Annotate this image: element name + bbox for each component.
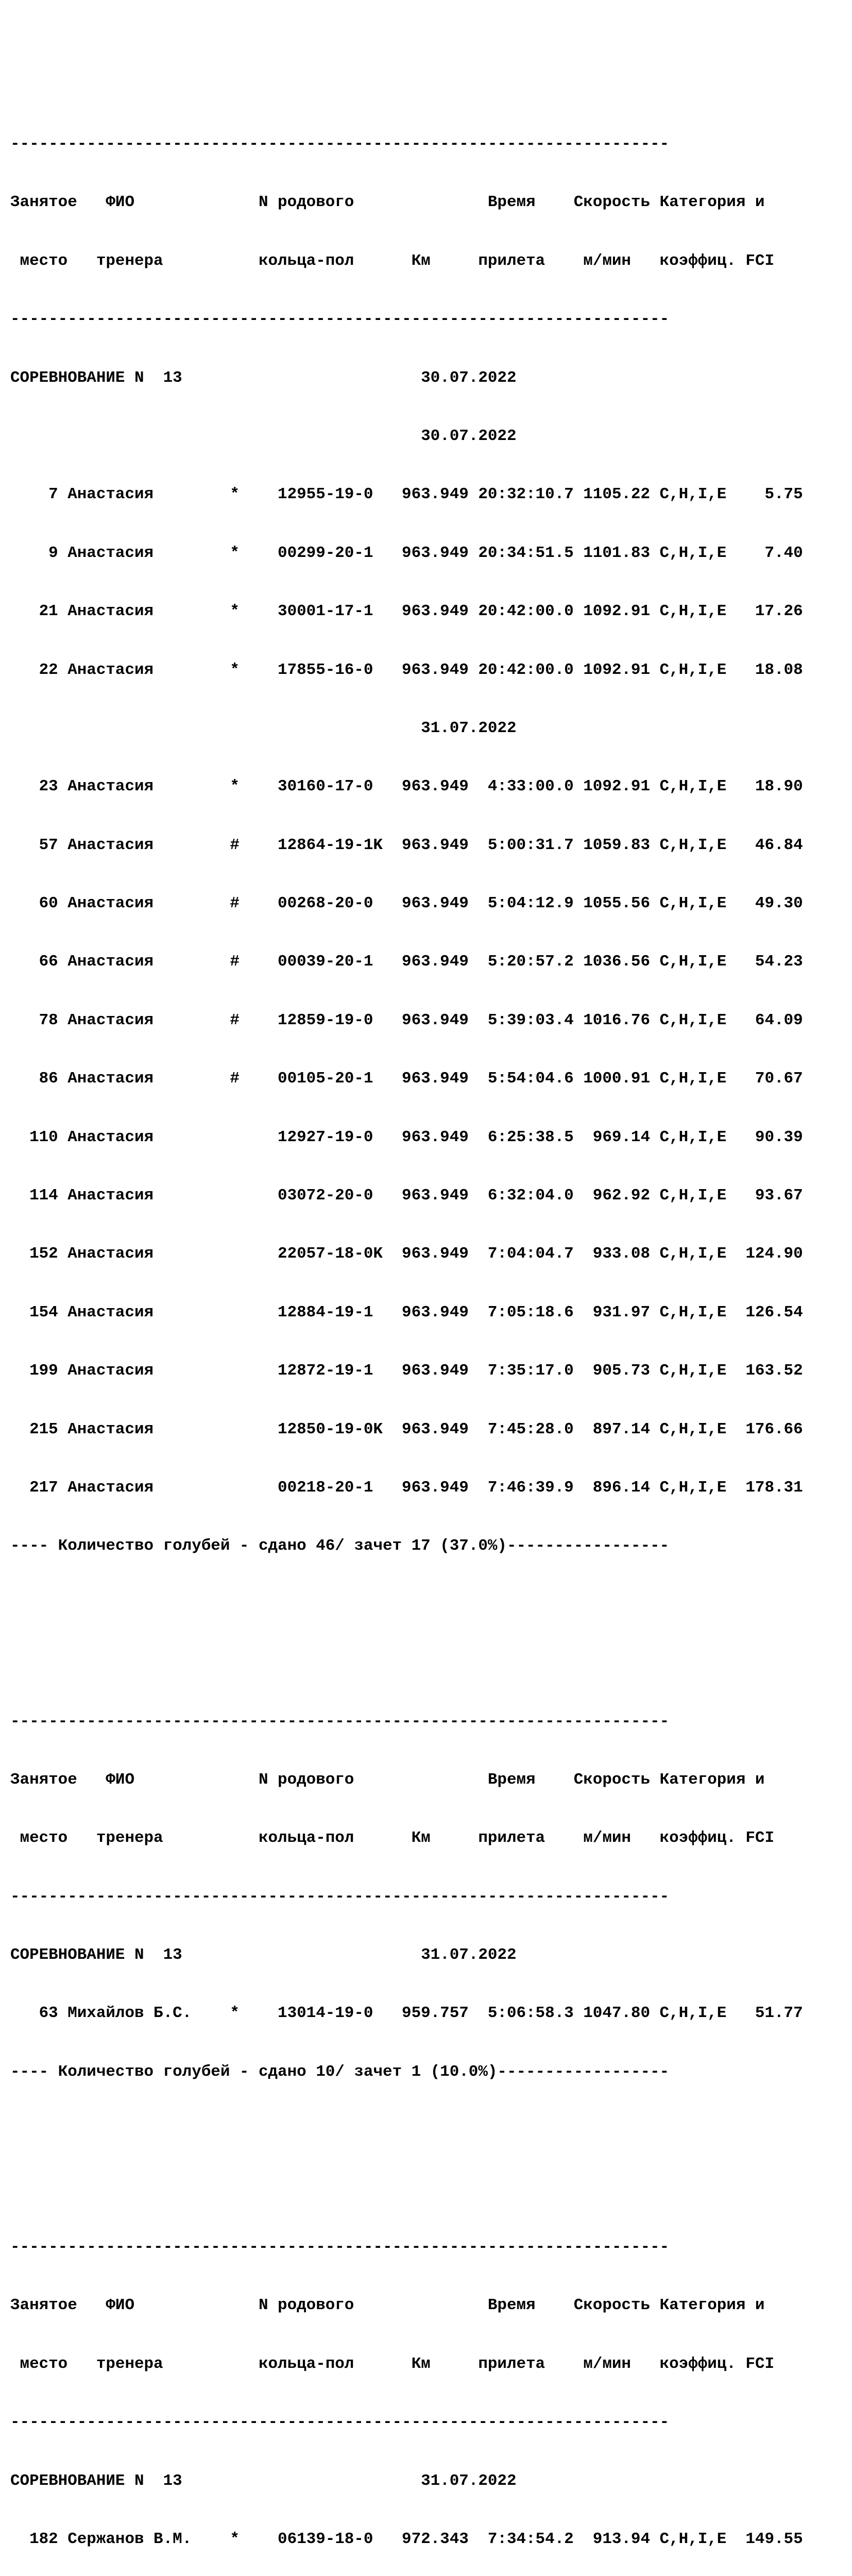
- result-row: 66 Анастасия # 00039-20-1 963.949 5:20:57.2 1036.56 C,H,I,E 54.23: [10, 953, 803, 971]
- competition-title: СОРЕВНОВАНИЕ N 13 31.07.2022: [10, 1946, 517, 1964]
- result-row: 63 Михайлов Б.С. * 13014-19-0 959.757 5:06:58.3 1047.80 C,H,I,E 51.77: [10, 2004, 803, 2023]
- result-row: 110 Анастасия 12927-19-0 963.949 6:25:38.5 969.14 C,H,I,E 90.39: [10, 1128, 803, 1146]
- column-header: место тренера кольца-пол Км прилета м/мин коэффиц. FCI: [10, 2354, 774, 2373]
- header-rule: ---------------------------------------------------------------------: [10, 310, 670, 329]
- result-row: 78 Анастасия # 12859-19-0 963.949 5:39:03.4 1016.76 C,H,I,E 64.09: [10, 1011, 803, 1029]
- header-rule: ---------------------------------------------------------------------: [10, 2413, 670, 2432]
- result-row: 215 Анастасия 12850-19-0K 963.949 7:45:28.0 897.14 C,H,I,E 176.66: [10, 1420, 803, 1438]
- header-rule: ---------------------------------------------------------------------: [10, 1712, 670, 1731]
- result-row: 60 Анастасия # 00268-20-0 963.949 5:04:12.9 1055.56 C,H,I,E 49.30: [10, 894, 803, 913]
- result-row: 9 Анастасия * 00299-20-1 963.949 20:34:51.5 1101.83 C,H,I,E 7.40: [10, 544, 803, 562]
- result-row: 23 Анастасия * 30160-17-0 963.949 4:33:00.0 1092.91 C,H,I,E 18.90: [10, 777, 803, 796]
- column-header: Занятое ФИО N родового Время Скорость Категория и: [10, 2296, 765, 2315]
- result-row: 152 Анастасия 22057-18-0K 963.949 7:04:04.7 933.08 C,H,I,E 124.90: [10, 1245, 803, 1263]
- result-row: 199 Анастасия 12872-19-1 963.949 7:35:17.0 905.73 C,H,I,E 163.52: [10, 1362, 803, 1380]
- competition-title: СОРЕВНОВАНИЕ N 13 31.07.2022: [10, 2471, 517, 2490]
- result-row: 217 Анастасия 00218-20-1 963.949 7:46:39.9 896.14 C,H,I,E 178.31: [10, 1478, 803, 1497]
- results-section: [10, 1673, 803, 2121]
- header-rule: ---------------------------------------------------------------------: [10, 134, 670, 153]
- summary-line: ---- Количество голубей - сдано 10/ зачет 1 (10.0%)------------------: [10, 2062, 670, 2081]
- result-row: 21 Анастасия * 30001-17-1 963.949 20:42:00.0 1092.91 C,H,I,E 17.26: [10, 602, 803, 621]
- header-rule: ---------------------------------------------------------------------: [10, 1887, 670, 1906]
- competition-title: СОРЕВНОВАНИЕ N 13 30.07.2022: [10, 368, 517, 387]
- date-line: 30.07.2022: [10, 427, 517, 445]
- result-row: 86 Анастасия # 00105-20-1 963.949 5:54:04.6 1000.91 C,H,I,E 70.67: [10, 1070, 803, 1088]
- header-rule: ---------------------------------------------------------------------: [10, 2238, 670, 2257]
- result-row: 154 Анастасия 12884-19-1 963.949 7:05:18.6 931.97 C,H,I,E 126.54: [10, 1303, 803, 1321]
- results-section: [10, 95, 803, 1595]
- result-row: 182 Сержанов В.М. * 06139-18-0 972.343 7:34:54.2 913.94 C,H,I,E 149.55: [10, 2530, 803, 2548]
- column-header: место тренера кольца-пол Км прилета м/мин коэффиц. FCI: [10, 251, 774, 270]
- column-header: Занятое ФИО N родового Время Скорость Категория и: [10, 1770, 765, 1789]
- results-section: [10, 2198, 803, 2576]
- summary-line: ---- Количество голубей - сдано 46/ зачет 17 (37.0%)-----------------: [10, 1537, 670, 1555]
- result-row: 7 Анастасия * 12955-19-0 963.949 20:32:10.7 1105.22 C,H,I,E 5.75: [10, 485, 803, 504]
- column-header: место тренера кольца-пол Км прилета м/мин коэффиц. FCI: [10, 1829, 774, 1848]
- result-row: 57 Анастасия # 12864-19-1K 963.949 5:00:31.7 1059.83 C,H,I,E 46.84: [10, 836, 803, 854]
- column-header: Занятое ФИО N родового Время Скорость Категория и: [10, 193, 765, 212]
- results-report: [10, 37, 803, 2576]
- date-line: 31.07.2022: [10, 719, 517, 737]
- result-row: 22 Анастасия * 17855-16-0 963.949 20:42:00.0 1092.91 C,H,I,E 18.08: [10, 660, 803, 679]
- result-row: 114 Анастасия 03072-20-0 963.949 6:32:04.0 962.92 C,H,I,E 93.67: [10, 1187, 803, 1205]
